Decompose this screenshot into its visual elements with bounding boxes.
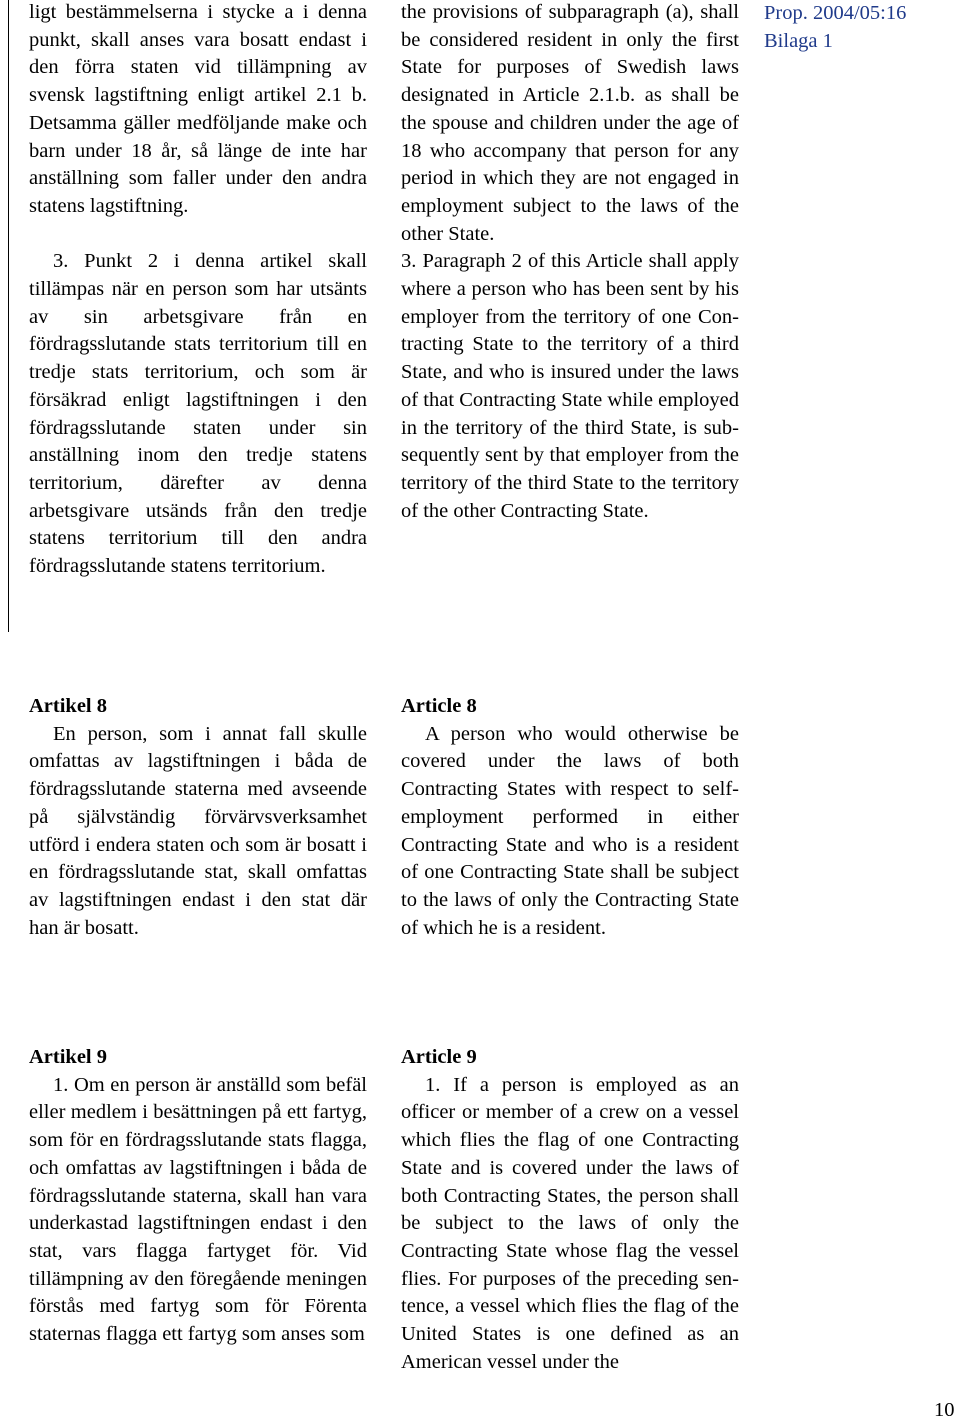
page-number: 10 (934, 1399, 955, 1421)
english-article-9-heading: Article 9 (401, 1046, 477, 1068)
margin-rule (8, 0, 9, 632)
english-top-column (401, 0, 739, 525)
english-article-9 (401, 1044, 739, 1376)
english-continuation-paragraph: the provisions of subparagraph (a), shall be considered resident in only the first State for purposes of Swedish laws designated in Article 2.1.b. as shall be the spouse and children under the age of 18 who accompany that person for any period in which they are not engaged in employment subject to the laws of the other State. (401, 1, 739, 245)
document-reference (764, 0, 906, 55)
english-article-8 (401, 693, 739, 942)
swedish-article-8-text: En person, som i annat fall skulle omfattas av lagstiftningen i båda de fördragsslutande staterna med avseende på självständig förvärvsverksamhet utförd i endera staten och som är bosatt i en fördragsslutande stat, skall omfattas av lagstiftningen endast i den stat där han är bosatt. (29, 722, 367, 939)
swedish-article-9 (29, 1044, 367, 1349)
english-paragraph-3: 3. Paragraph 2 of this Article shall apply where a person who has been sent by his employer from the territory of one Contracting State to the territory of a third State, and who is insured under the laws of that Contracting State while employed in the territory of the third State, is subsequently sent by that employer from the territory of the third State to the territory of the other Contracting State. (401, 250, 739, 522)
appendix-label: Bilaga 1 (764, 29, 833, 52)
english-article-8-text: A person who would otherwise be covered under the laws of both Contracting States with respect to self-employment performed in either Contracting State and who is a resident of one Contracting State shall be subject to the laws of only the Contracting State of which he is a resident. (401, 722, 739, 939)
swedish-article-9-text: 1. Om en person är anställd som befäl eller medlem i besättningen på ett fartyg, som för en fördragsslutande stats flagga, och omfattas av lagstiftningen i båda de fördragsslutande staterna, skall han vara underkastad lagstiftningen endast i den stat, vars flagga fartyget för. Vid tillämpning av den föregående meningen förstås med fartyg som för Förenta staternas flagga ett fartyg som anses som (29, 1073, 367, 1346)
swedish-continuation-paragraph: ligt bestämmelserna i stycke a i denna punkt, skall anses vara bosatt endast i den förra staten vid tillämpning av svensk lagstiftning enligt artikel 2.1 b. Detsamma gäller medföljande make och barn under 18 år, så länge de inte har anställning som faller under den andra statens lagstiftning. (29, 1, 367, 217)
swedish-article-8 (29, 693, 367, 942)
english-article-8-heading: Article 8 (401, 695, 477, 717)
swedish-paragraph-3: 3. Punkt 2 i denna artikel skall tillämpas när en person som har utsänts av sin arbetsgivare från en fördragsslutande stats territorium till en tredje stats territorium, och som är försäkrad enligt lagstiftningen i den fördragsslutande staten under sin anställning inom den tredje statens territorium, därefter av denna arbetsgivare utsänds från den tredje statens territorium till den andra fördragsslutande statens territorium. (29, 250, 367, 578)
swedish-article-8-heading: Artikel 8 (29, 695, 107, 717)
swedish-top-column (29, 0, 367, 581)
english-article-9-text: 1. If a person is employed as an officer or member of a crew on a vessel which flies the flag of one Contracting State and is covered under the laws of both Contracting States, the person shall be subject to the laws of only the Contracting State whose flag the vessel flies. For purposes of the preceding sentence, a vessel which flies the flag of the United States is one defined as an American vessel under the (401, 1073, 739, 1373)
proposition-number: Prop. 2004/05:16 (764, 2, 907, 24)
swedish-article-9-heading: Artikel 9 (29, 1046, 107, 1068)
